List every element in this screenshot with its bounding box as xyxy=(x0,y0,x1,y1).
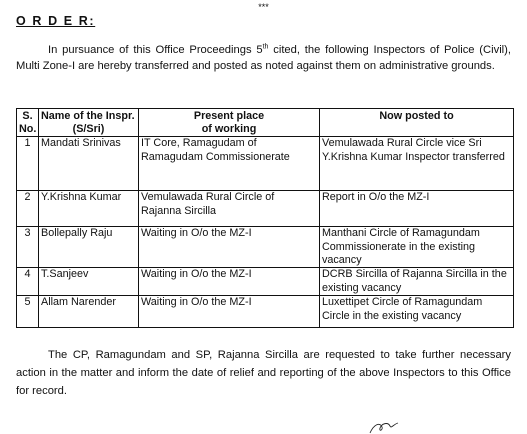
header-name: Name of the Inspr. (S/Sri) xyxy=(39,109,139,137)
cell-present: Waiting in O/o the MZ-I xyxy=(139,227,320,268)
header-sno: S. No. xyxy=(17,109,39,137)
intro-superscript: th xyxy=(262,43,269,51)
cell-posted: Luxettipet Circle of Ramagundam Circle in the existing vacancy xyxy=(320,296,514,328)
cell-present: Waiting in O/o the MZ-I xyxy=(139,296,320,328)
table-header-row xyxy=(17,109,514,137)
table-row xyxy=(17,296,514,328)
cell-name: Y.Krishna Kumar xyxy=(39,191,139,227)
table-row xyxy=(17,191,514,227)
cell-present: Vemulawada Rural Circle of Rajanna Sircilla xyxy=(139,191,320,227)
intro-paragraph xyxy=(16,43,511,74)
cell-posted: Report in O/o the MZ-I xyxy=(320,191,514,227)
cell-sno: 4 xyxy=(17,268,39,296)
cell-present: Waiting in O/o the MZ-I xyxy=(139,268,320,296)
intro-text-after: cited, the following Inspectors of Police (Civil), Multi Zone-I are hereby transferred and posted as noted against them on administrative grounds. xyxy=(16,44,511,72)
table-row xyxy=(17,137,514,191)
table-row xyxy=(17,227,514,268)
transfer-table xyxy=(16,108,514,328)
cell-present: IT Core, Ramagudam of Ramagudam Commissionerate xyxy=(139,137,320,191)
cell-sno: 1 xyxy=(17,137,39,191)
cell-sno: 2 xyxy=(17,191,39,227)
cell-sno: 3 xyxy=(17,227,39,268)
cell-name: T.Sanjeev xyxy=(39,268,139,296)
header-present-place: Present place of working xyxy=(139,109,320,137)
cell-posted: Manthani Circle of Ramagundam Commissionerate in the existing vacancy xyxy=(320,227,514,268)
table-row xyxy=(17,268,514,296)
cell-sno: 5 xyxy=(17,296,39,328)
order-heading: O R D E R: xyxy=(16,14,96,28)
cell-name: Mandati Srinivas xyxy=(39,137,139,191)
cell-name: Bollepally Raju xyxy=(39,227,139,268)
cell-posted: Vemulawada Rural Circle vice Sri Y.Krishna Kumar Inspector transferred xyxy=(320,137,514,191)
cell-posted: DCRB Sircilla of Rajanna Sircilla in the existing vacancy xyxy=(320,268,514,296)
header-posted-to: Now posted to xyxy=(320,109,514,137)
closing-paragraph: The CP, Ramagundam and SP, Rajanna Sircilla are requested to take further necessary action in the matter and inform the date of relief and reporting of the above Inspectors to this Office for record. xyxy=(16,349,511,397)
separator-stars: *** xyxy=(258,2,269,12)
intro-text-before: In pursuance of this Office Proceedings 5 xyxy=(48,44,263,56)
cell-name: Allam Narender xyxy=(39,296,139,328)
